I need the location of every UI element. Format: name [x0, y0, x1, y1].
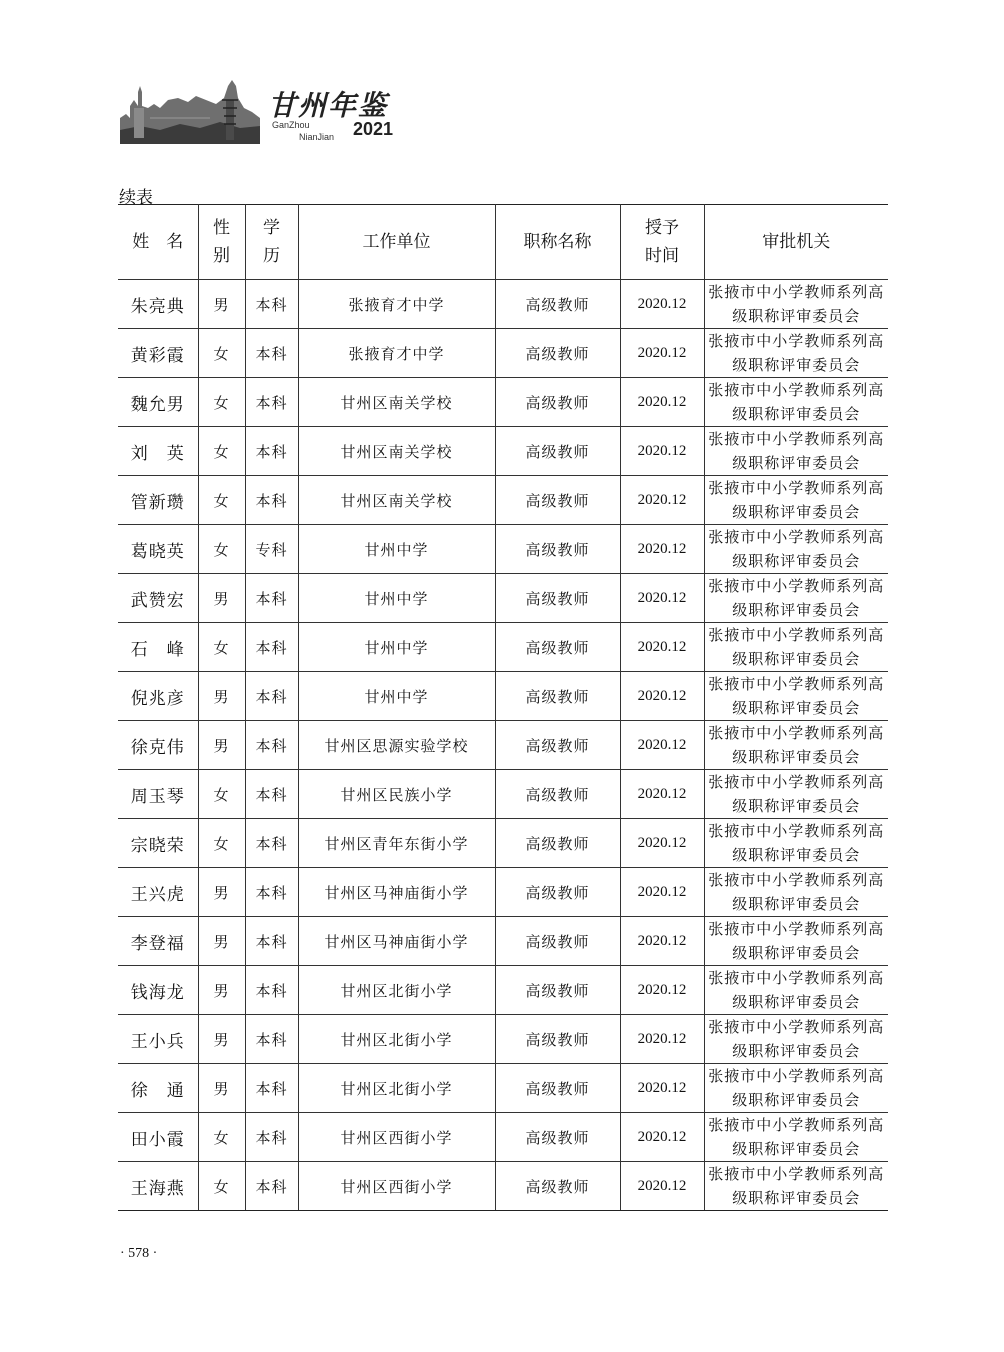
- cell-date: 2020.12: [620, 280, 704, 329]
- cell-authority: 张掖市中小学教师系列高级职称评审委员会: [704, 329, 888, 378]
- cell-authority: 张掖市中小学教师系列高级职称评审委员会: [704, 1015, 888, 1064]
- cell-sex: 女: [198, 1113, 245, 1162]
- cell-authority: 张掖市中小学教师系列高级职称评审委员会: [704, 721, 888, 770]
- column-header-work-unit: 工作单位: [298, 205, 495, 280]
- yearbook-logo-title: 甘州年鉴: [268, 89, 389, 122]
- cell-authority: 张掖市中小学教师系列高级职称评审委员会: [704, 574, 888, 623]
- cell-sex: 女: [198, 770, 245, 819]
- table-row: [118, 721, 888, 770]
- table-row: [118, 1015, 888, 1064]
- cell-title: 高级教师: [495, 1064, 620, 1113]
- cell-date: 2020.12: [620, 966, 704, 1015]
- cell-authority: 张掖市中小学教师系列高级职称评审委员会: [704, 378, 888, 427]
- cell-authority: 张掖市中小学教师系列高级职称评审委员会: [704, 770, 888, 819]
- cell-work-unit: 甘州区马神庙街小学: [298, 917, 495, 966]
- teacher-title-table: [118, 204, 888, 1211]
- cell-sex: 女: [198, 378, 245, 427]
- cell-title: 高级教师: [495, 1162, 620, 1211]
- cell-title: 高级教师: [495, 623, 620, 672]
- cell-authority: 张掖市中小学教师系列高级职称评审委员会: [704, 476, 888, 525]
- cell-education: 本科: [245, 1162, 298, 1211]
- cell-education: 本科: [245, 819, 298, 868]
- cell-date: 2020.12: [620, 378, 704, 427]
- cell-education: 本科: [245, 329, 298, 378]
- cell-name: 田小霞: [118, 1113, 198, 1162]
- cell-work-unit: 甘州区民族小学: [298, 770, 495, 819]
- cell-date: 2020.12: [620, 721, 704, 770]
- table-row: [118, 427, 888, 476]
- cell-sex: 女: [198, 819, 245, 868]
- table-row: [118, 1113, 888, 1162]
- table-row: [118, 917, 888, 966]
- cell-authority: 张掖市中小学教师系列高级职称评审委员会: [704, 1162, 888, 1211]
- cell-work-unit: 甘州区南关学校: [298, 476, 495, 525]
- cell-work-unit: 甘州区西街小学: [298, 1113, 495, 1162]
- cell-date: 2020.12: [620, 1064, 704, 1113]
- page-number: · 578 ·: [120, 1246, 158, 1261]
- cell-name: 葛晓英: [118, 525, 198, 574]
- column-header-title: 职称名称: [495, 205, 620, 280]
- cell-title: 高级教师: [495, 721, 620, 770]
- cell-education: 本科: [245, 966, 298, 1015]
- cell-title: 高级教师: [495, 1015, 620, 1064]
- cell-education: 本科: [245, 917, 298, 966]
- cell-sex: 女: [198, 525, 245, 574]
- cell-education: 本科: [245, 672, 298, 721]
- table-row: [118, 574, 888, 623]
- cell-name: 石 峰: [118, 623, 198, 672]
- cell-sex: 女: [198, 427, 245, 476]
- cell-name: 管新瓒: [118, 476, 198, 525]
- cell-title: 高级教师: [495, 966, 620, 1015]
- cell-authority: 张掖市中小学教师系列高级职称评审委员会: [704, 917, 888, 966]
- cell-sex: 女: [198, 476, 245, 525]
- cell-title: 高级教师: [495, 378, 620, 427]
- cell-work-unit: 甘州区西街小学: [298, 1162, 495, 1211]
- cell-title: 高级教师: [495, 672, 620, 721]
- cell-name: 朱亮典: [118, 280, 198, 329]
- column-header-education-text: 学历: [263, 218, 280, 266]
- cell-work-unit: 甘州区南关学校: [298, 427, 495, 476]
- table-body: [118, 280, 888, 1211]
- cell-education: 本科: [245, 476, 298, 525]
- cell-sex: 女: [198, 329, 245, 378]
- table-row: [118, 280, 888, 329]
- cell-sex: 男: [198, 966, 245, 1015]
- cell-sex: 女: [198, 623, 245, 672]
- cell-education: 专科: [245, 525, 298, 574]
- cell-title: 高级教师: [495, 574, 620, 623]
- cell-work-unit: 甘州中学: [298, 574, 495, 623]
- cell-education: 本科: [245, 770, 298, 819]
- cell-work-unit: 甘州区南关学校: [298, 378, 495, 427]
- cell-sex: 男: [198, 721, 245, 770]
- cell-work-unit: 甘州区北街小学: [298, 966, 495, 1015]
- cell-name: 武赞宏: [118, 574, 198, 623]
- cell-title: 高级教师: [495, 819, 620, 868]
- cell-work-unit: 甘州区北街小学: [298, 1064, 495, 1113]
- cell-sex: 男: [198, 280, 245, 329]
- column-header-name: 姓 名: [118, 205, 198, 280]
- cell-education: 本科: [245, 427, 298, 476]
- cell-date: 2020.12: [620, 868, 704, 917]
- table-row: [118, 819, 888, 868]
- table-row: [118, 623, 888, 672]
- cell-name: 宗晓荣: [118, 819, 198, 868]
- cell-education: 本科: [245, 1064, 298, 1113]
- yearbook-logo-pinyin-2: NianJian: [299, 132, 335, 142]
- cell-education: 本科: [245, 868, 298, 917]
- cell-name: 倪兆彦: [118, 672, 198, 721]
- table-row: [118, 966, 888, 1015]
- pagoda-skyline-icon: [120, 78, 260, 144]
- cell-title: 高级教师: [495, 525, 620, 574]
- cell-work-unit: 甘州区马神庙街小学: [298, 868, 495, 917]
- cell-sex: 男: [198, 917, 245, 966]
- cell-name: 魏允男: [118, 378, 198, 427]
- cell-education: 本科: [245, 378, 298, 427]
- cell-education: 本科: [245, 721, 298, 770]
- cell-authority: 张掖市中小学教师系列高级职称评审委员会: [704, 966, 888, 1015]
- cell-authority: 张掖市中小学教师系列高级职称评审委员会: [704, 1113, 888, 1162]
- table-row: [118, 525, 888, 574]
- cell-sex: 男: [198, 1064, 245, 1113]
- cell-title: 高级教师: [495, 868, 620, 917]
- cell-authority: 张掖市中小学教师系列高级职称评审委员会: [704, 868, 888, 917]
- cell-work-unit: 甘州区青年东街小学: [298, 819, 495, 868]
- header-banner-illustration: [120, 78, 260, 144]
- cell-work-unit: 甘州中学: [298, 525, 495, 574]
- table-row: [118, 770, 888, 819]
- cell-sex: 男: [198, 574, 245, 623]
- cell-date: 2020.12: [620, 770, 704, 819]
- table-row: [118, 868, 888, 917]
- cell-name: 李登福: [118, 917, 198, 966]
- table-row: [118, 378, 888, 427]
- cell-sex: 男: [198, 868, 245, 917]
- cell-date: 2020.12: [620, 819, 704, 868]
- cell-name: 钱海龙: [118, 966, 198, 1015]
- cell-authority: 张掖市中小学教师系列高级职称评审委员会: [704, 819, 888, 868]
- cell-work-unit: 张掖育才中学: [298, 280, 495, 329]
- cell-education: 本科: [245, 623, 298, 672]
- cell-date: 2020.12: [620, 427, 704, 476]
- cell-title: 高级教师: [495, 329, 620, 378]
- cell-name: 王海燕: [118, 1162, 198, 1211]
- cell-title: 高级教师: [495, 1113, 620, 1162]
- yearbook-logo-pinyin-1: GanZhou: [272, 120, 310, 130]
- column-header-education: [245, 205, 298, 280]
- cell-work-unit: 甘州区思源实验学校: [298, 721, 495, 770]
- cell-authority: 张掖市中小学教师系列高级职称评审委员会: [704, 427, 888, 476]
- cell-date: 2020.12: [620, 476, 704, 525]
- cell-authority: 张掖市中小学教师系列高级职称评审委员会: [704, 280, 888, 329]
- cell-date: 2020.12: [620, 329, 704, 378]
- cell-date: 2020.12: [620, 672, 704, 721]
- cell-education: 本科: [245, 280, 298, 329]
- cell-title: 高级教师: [495, 280, 620, 329]
- cell-work-unit: 甘州区北街小学: [298, 1015, 495, 1064]
- cell-title: 高级教师: [495, 917, 620, 966]
- cell-work-unit: 甘州中学: [298, 672, 495, 721]
- column-header-date: [620, 205, 704, 280]
- cell-education: 本科: [245, 1015, 298, 1064]
- cell-name: 黄彩霞: [118, 329, 198, 378]
- cell-sex: 女: [198, 1162, 245, 1211]
- cell-title: 高级教师: [495, 427, 620, 476]
- column-header-date-text: 授予时间: [645, 218, 679, 266]
- cell-sex: 男: [198, 1015, 245, 1064]
- yearbook-year: 2021: [353, 119, 394, 139]
- column-header-sex: [198, 205, 245, 280]
- table-row: [118, 476, 888, 525]
- cell-authority: 张掖市中小学教师系列高级职称评审委员会: [704, 1064, 888, 1113]
- cell-date: 2020.12: [620, 1015, 704, 1064]
- column-header-authority: 审批机关: [704, 205, 888, 280]
- cell-name: 徐克伟: [118, 721, 198, 770]
- cell-name: 王小兵: [118, 1015, 198, 1064]
- continued-table-label: 续表: [119, 188, 153, 208]
- cell-date: 2020.12: [620, 525, 704, 574]
- cell-date: 2020.12: [620, 623, 704, 672]
- cell-name: 徐 通: [118, 1064, 198, 1113]
- cell-name: 王兴虎: [118, 868, 198, 917]
- cell-authority: 张掖市中小学教师系列高级职称评审委员会: [704, 672, 888, 721]
- cell-title: 高级教师: [495, 770, 620, 819]
- cell-authority: 张掖市中小学教师系列高级职称评审委员会: [704, 525, 888, 574]
- cell-sex: 男: [198, 672, 245, 721]
- table-row: [118, 329, 888, 378]
- cell-education: 本科: [245, 574, 298, 623]
- cell-date: 2020.12: [620, 1162, 704, 1211]
- table-header-row: [118, 205, 888, 280]
- cell-date: 2020.12: [620, 917, 704, 966]
- table-row: [118, 1162, 888, 1211]
- cell-date: 2020.12: [620, 574, 704, 623]
- table-row: [118, 672, 888, 721]
- cell-education: 本科: [245, 1113, 298, 1162]
- cell-name: 周玉琴: [118, 770, 198, 819]
- cell-work-unit: 张掖育才中学: [298, 329, 495, 378]
- cell-date: 2020.12: [620, 1113, 704, 1162]
- column-header-sex-text: 性别: [213, 218, 230, 266]
- cell-name: 刘 英: [118, 427, 198, 476]
- cell-authority: 张掖市中小学教师系列高级职称评审委员会: [704, 623, 888, 672]
- cell-work-unit: 甘州中学: [298, 623, 495, 672]
- table-row: [118, 1064, 888, 1113]
- cell-title: 高级教师: [495, 476, 620, 525]
